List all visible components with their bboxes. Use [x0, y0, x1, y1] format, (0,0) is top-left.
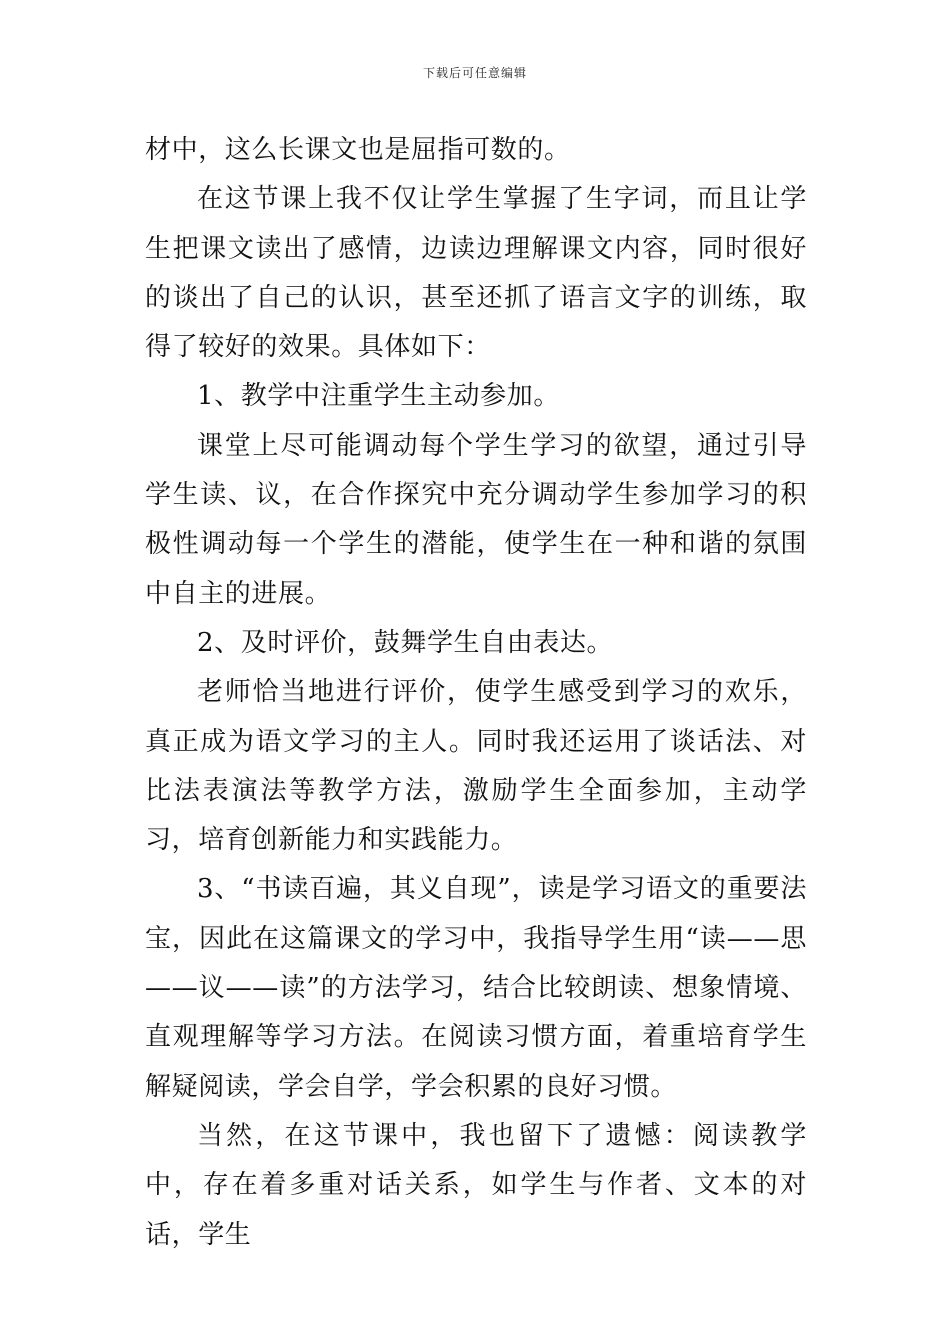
paragraph-1: 材中，这么长课文也是屈指可数的。: [145, 135, 571, 165]
paragraph-3: 1、教学中注重学生主动参加。: [197, 381, 560, 412]
document-body: [145, 126, 807, 1260]
paragraph-8: 当然，在这节课中，我也留下了遗憾：阅读教学中，存在着多重对话关系，如学生与作者、文本的对话，学生: [145, 1120, 807, 1250]
paragraph-7: 3、“书读百遍，其义自现”，读是学习语文的重要法宝，因此在这篇课文的学习中，我指导学生用“读——思——议——读”的方法学习，结合比较朗读、想象情境、直观理解等学习方法。在阅读习惯方面，着重培育学生解疑阅读，学会自学，学会积累的良好习惯。: [145, 874, 807, 1102]
paragraph-2: 在这节课上我不仅让学生掌握了生字词，而且让学生把课文读出了感情，边读边理解课文内容，同时很好的谈出了自己的认识，甚至还抓了语言文字的训练，取得了较好的效果。具体如下：: [145, 184, 807, 363]
page-header: 下载后可任意编辑: [422, 66, 527, 80]
paragraph-5: 2、及时评价，鼓舞学生自由表达。: [197, 627, 614, 658]
paragraph-6: 老师恰当地进行评价，使学生感受到学习的欢乐，真正成为语文学习的主人。同时我还运用了谈话法、对比法表演法等教学方法，激励学生全面参加，主动学习，培育创新能力和实践能力。: [145, 677, 807, 856]
paragraph-4: 课堂上尽可能调动每个学生学习的欲望，通过引导学生读、议，在合作探究中充分调动学生参加学习的积极性调动每一个学生的潜能，使学生在一种和谐的氛围中自主的进展。: [145, 430, 807, 609]
